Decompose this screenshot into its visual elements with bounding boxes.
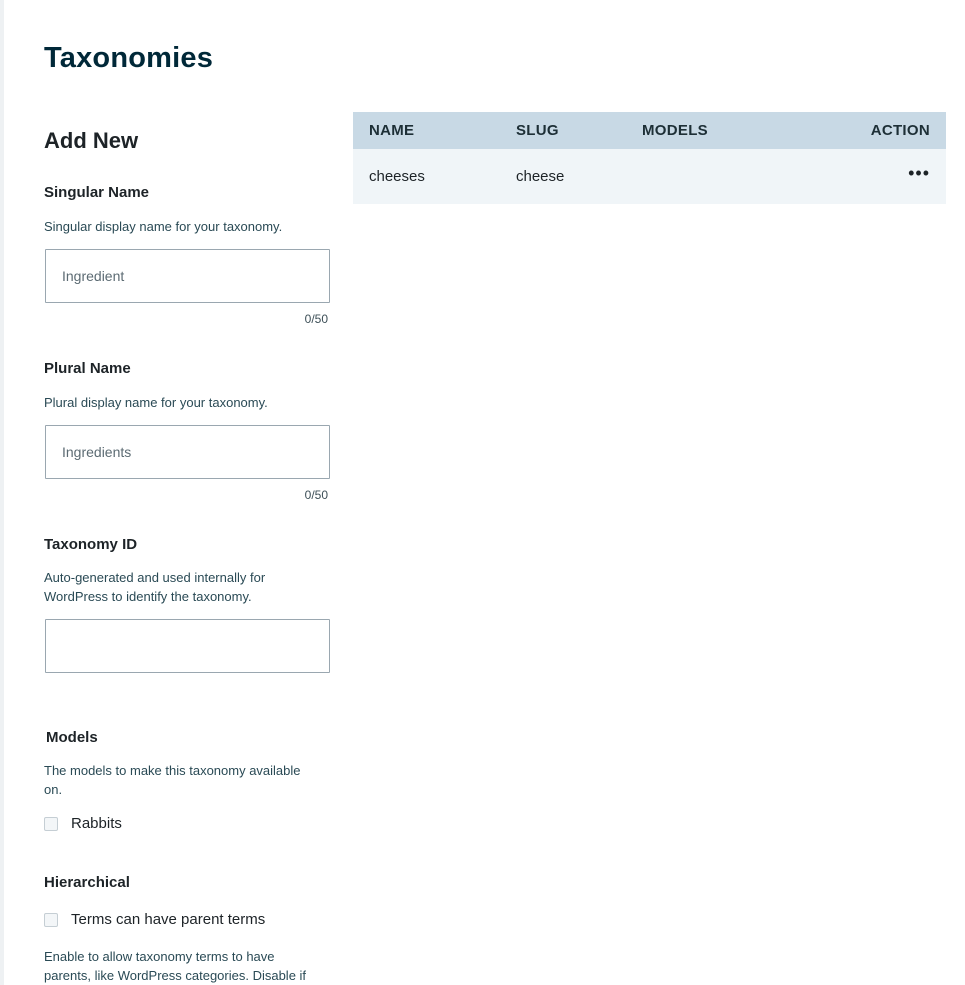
taxonomies-table bbox=[353, 112, 946, 204]
plural-name-help: Plural display name for your taxonomy. bbox=[44, 395, 268, 410]
column-header-slug: SLUG bbox=[516, 122, 559, 139]
hierarchical-checkbox-label: Terms can have parent terms bbox=[71, 911, 266, 928]
rabbits-checkbox-label: Rabbits bbox=[71, 815, 122, 832]
column-header-models: MODELS bbox=[642, 122, 708, 139]
singular-name-counter: 0/50 bbox=[304, 312, 328, 326]
page-title: Taxonomies bbox=[44, 42, 214, 74]
hierarchical-label: Hierarchical bbox=[44, 874, 130, 891]
model-option-rabbits[interactable] bbox=[44, 815, 122, 832]
singular-name-label: Singular Name bbox=[44, 184, 150, 201]
table-header-row bbox=[353, 112, 946, 149]
plural-name-counter: 0/50 bbox=[304, 488, 328, 502]
more-horizontal-icon[interactable]: ••• bbox=[908, 163, 930, 183]
add-new-taxonomy-form bbox=[44, 128, 334, 983]
taxonomy-id-field-wrap bbox=[45, 619, 330, 673]
left-edge-divider bbox=[0, 0, 4, 985]
plural-name-input[interactable] bbox=[46, 426, 329, 478]
form-heading: Add New bbox=[44, 128, 139, 153]
taxonomy-id-label: Taxonomy ID bbox=[44, 536, 138, 553]
cell-action bbox=[827, 163, 946, 186]
hierarchical-help: Enable to allow taxonomy terms to have parents, like WordPress categories. Disable if bbox=[44, 949, 307, 983]
table-row bbox=[353, 149, 946, 204]
singular-name-input[interactable] bbox=[46, 250, 329, 302]
taxonomy-id-input[interactable] bbox=[46, 620, 329, 672]
cell-slug: cheese bbox=[516, 168, 565, 185]
rabbits-checkbox[interactable] bbox=[44, 817, 58, 831]
column-header-action: ACTION bbox=[870, 122, 930, 139]
models-help: The models to make this taxonomy available on. bbox=[44, 763, 301, 797]
singular-name-field-wrap bbox=[45, 249, 330, 303]
plural-name-field-wrap bbox=[45, 425, 330, 479]
singular-name-help: Singular display name for your taxonomy. bbox=[44, 219, 283, 234]
plural-name-label: Plural Name bbox=[44, 360, 131, 377]
column-header-name: NAME bbox=[369, 122, 415, 139]
cell-name: cheeses bbox=[369, 168, 425, 185]
hierarchical-checkbox[interactable] bbox=[44, 913, 58, 927]
hierarchical-option[interactable] bbox=[44, 911, 265, 928]
models-label: Models bbox=[46, 729, 98, 746]
taxonomy-id-help: Auto-generated and used internally for WordPress to identify the taxonomy. bbox=[44, 570, 266, 604]
